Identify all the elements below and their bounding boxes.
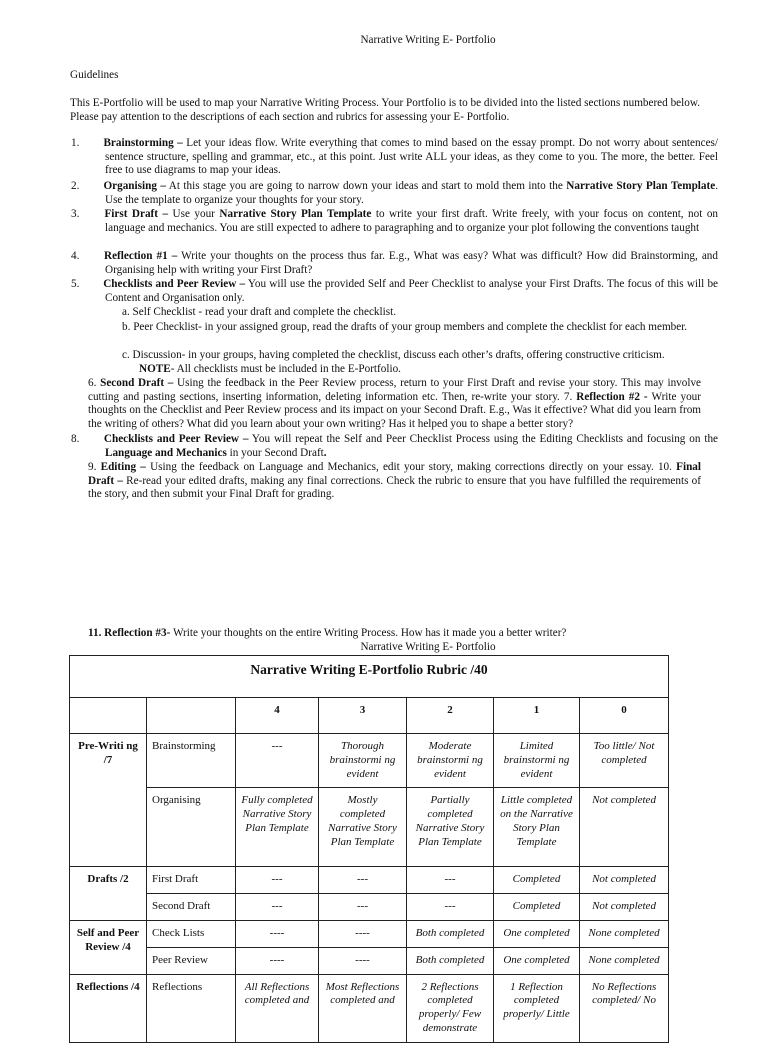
rubric-cell: --- <box>319 894 407 921</box>
guidelines-intro: This E-Portfolio will be used to map your Narrative Writing Process. Your Portfolio is to be divided into the listed sections numbered below. Please pay attention to the descriptions of each section and rubrics for assessing your E- Portfolio. <box>70 97 700 123</box>
page2-title: Narrative Writing E- Portfolio <box>360 641 496 653</box>
step-organising: 2. Organising – At this stage you are going to narrow down your ideas and start to mold them into the Narrative Story Plan Template. Use the template to organize your thoughts for your story. <box>71 180 719 206</box>
table-row <box>70 734 669 788</box>
rubric-cell: Both completed <box>407 947 494 974</box>
category-reflections: Reflections /4 <box>70 974 147 1042</box>
rubric-cell: Little completed on the Narrative Story Plan Template <box>494 788 580 867</box>
rubric-title-row <box>70 656 669 698</box>
step-second-draft-and-reflection-2: 6. Second Draft – Using the feedback in the Peer Review process, return to your First Draft and revise your story. This may involve cutting and pasting sections, inserting information, deleting information etc. Then, re-write your story. 7. Reflection #2 - Write your thoughts on the Checklist and Peer Review process and its impact on your Second Draft. E.g., Was it effective? What did you learn from the writing of others? What did you learn about your own writing? Has it helped you to shape a better story? <box>88 377 702 430</box>
rubric-cell: 1 Reflection completed properly/ Little <box>494 974 580 1042</box>
rubric-cell: --- <box>319 867 407 894</box>
rubric-cell: All Reflections completed and <box>236 974 319 1042</box>
score-header-2: 2 <box>407 698 494 734</box>
rubric-cell: Most Reflections completed and <box>319 974 407 1042</box>
rubric-cell: ---- <box>236 947 319 974</box>
step-first-draft: 3. First Draft – Use your Narrative Story Plan Template to write your first draft. Write freely, with your focus on content, not on language and mechanics. You are still expected to adhere to paragraphing and to organize your plot following the conventions taught <box>71 208 719 234</box>
rubric-cell: Too little/ Not completed <box>580 734 669 788</box>
criterion-label: Second Draft <box>147 894 236 921</box>
checklist-note: NOTE- All checklists must be included in the E-Portfolio. <box>139 363 401 375</box>
rubric-cell: 2 Reflections completed properly/ Few demonstrate <box>407 974 494 1042</box>
rubric-cell: None completed <box>580 947 669 974</box>
score-header-1: 1 <box>494 698 580 734</box>
table-row <box>70 867 669 894</box>
rubric-cell: Mostly completed Narrative Story Plan Template <box>319 788 407 867</box>
score-header-3: 3 <box>319 698 407 734</box>
step-checklists-editing: 8. Checklists and Peer Review – You will repeat the Self and Peer Checklist Process using the Editing Checklists and focusing on the Language and Mechanics in your Second Draft. <box>71 433 719 459</box>
rubric-cell: Moderate brainstormi ng evident <box>407 734 494 788</box>
page-title: Narrative Writing E- Portfolio <box>360 34 496 46</box>
criterion-label: Check Lists <box>147 920 236 947</box>
rubric-table <box>69 655 669 1043</box>
rubric-cell: Thorough brainstormi ng evident <box>319 734 407 788</box>
rubric-cell: --- <box>236 867 319 894</box>
rubric-cell: ---- <box>319 920 407 947</box>
rubric-cell: Both completed <box>407 920 494 947</box>
category-prewriting: Pre-Writi ng /7 <box>70 734 147 867</box>
criterion-label: Brainstorming <box>147 734 236 788</box>
step-reflection-3: 11. Reflection #3- Write your thoughts on the entire Writing Process. How has it made you a better writer? <box>88 627 567 639</box>
rubric-cell: Not completed <box>580 867 669 894</box>
rubric-title: Narrative Writing E-Portfolio Rubric /40 <box>70 656 669 698</box>
rubric-cell: Completed <box>494 867 580 894</box>
step-brainstorming: 1. Brainstorming – Let your ideas flow. Write everything that comes to mind based on the essay prompt. Do not worry about sentences/ sentence structure, spelling and grammar, etc., at this point. Just write ALL your ideas, as they come to you. The more, the better. Feel free to use diagrams to map your ideas. <box>71 137 718 177</box>
category-drafts: Drafts /2 <box>70 867 147 921</box>
rubric-cell: Not completed <box>580 788 669 867</box>
substep-peer-checklist: b. Peer Checklist- in your assigned group, read the drafts of your group members and complete the checklist for each member. <box>122 321 688 333</box>
table-row <box>70 974 669 1042</box>
rubric-cell: --- <box>407 867 494 894</box>
score-header-4: 4 <box>236 698 319 734</box>
rubric-cell: No Reflections completed/ No <box>580 974 669 1042</box>
substep-discussion: c. Discussion- in your groups, having completed the checklist, discuss each other’s drafts, offering constructive criticism. <box>122 349 665 361</box>
rubric-cell: --- <box>236 894 319 921</box>
rubric-cell: --- <box>236 734 319 788</box>
rubric-cell: Partially completed Narrative Story Plan Template <box>407 788 494 867</box>
step-reflection-1: 4. Reflection #1 – Write your thoughts on the process thus far. E.g., What was easy? What was difficult? How did Brainstorming, and Organising help with writing your First Draft? <box>71 250 718 276</box>
criterion-label: Peer Review <box>147 947 236 974</box>
rubric-cell: Completed <box>494 894 580 921</box>
category-self-peer-review: Self and Peer Review /4 <box>70 920 147 974</box>
criterion-label: Organising <box>147 788 236 867</box>
table-row <box>70 947 669 974</box>
step-checklists-peer-review: 5. Checklists and Peer Review – You will use the provided Self and Peer Checklist to analyse your First Drafts. The focus of this will be Content and Organisation only. <box>71 278 719 304</box>
rubric-cell: Not completed <box>580 894 669 921</box>
rubric-cell: None completed <box>580 920 669 947</box>
substep-self-checklist: a. Self Checklist - read your draft and complete the checklist. <box>122 306 396 318</box>
rubric-cell: ---- <box>319 947 407 974</box>
rubric-cell: One completed <box>494 920 580 947</box>
criterion-label: Reflections <box>147 974 236 1042</box>
rubric-cell: ---- <box>236 920 319 947</box>
rubric-cell: --- <box>407 894 494 921</box>
guidelines-heading: Guidelines <box>70 69 119 81</box>
rubric-cell: Fully completed Narrative Story Plan Template <box>236 788 319 867</box>
rubric-cell: Limited brainstormi ng evident <box>494 734 580 788</box>
score-header-0: 0 <box>580 698 669 734</box>
table-row <box>70 920 669 947</box>
step-editing-and-final-draft: 9. Editing – Using the feedback on Language and Mechanics, edit your story, making corrections directly on your essay. 10. Final Draft – Re-read your edited drafts, making any final corrections. Check the rubric to ensure that you have fulfilled the requirements of the story, and then submit your Final Draft for grading. <box>88 461 702 501</box>
rubric-score-header-row <box>70 698 669 734</box>
table-row <box>70 788 669 867</box>
rubric-cell: One completed <box>494 947 580 974</box>
criterion-label: First Draft <box>147 867 236 894</box>
table-row <box>70 894 669 921</box>
